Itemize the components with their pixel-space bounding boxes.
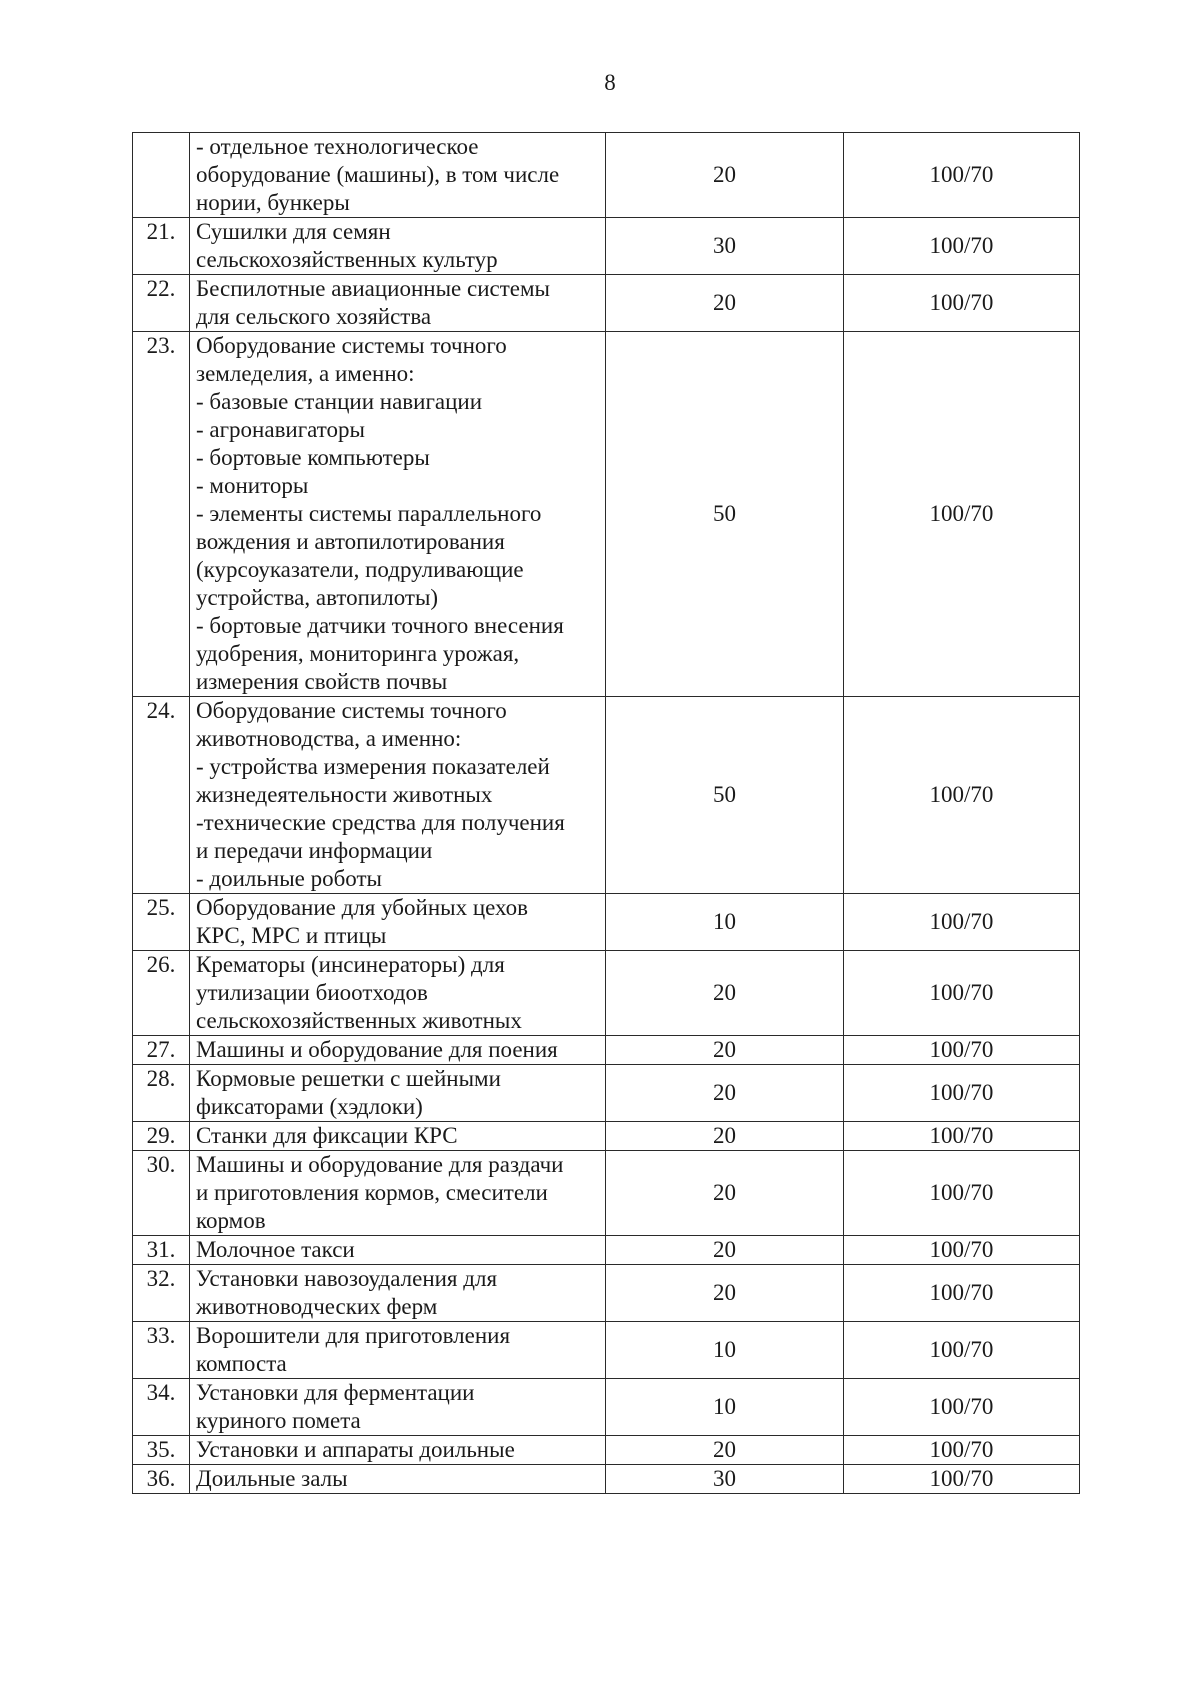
equipment-name-cell: Установки и аппараты доильные (190, 1436, 606, 1465)
ratio-cell: 100/70 (844, 1379, 1080, 1436)
ratio-cell: 100/70 (844, 951, 1080, 1036)
value-cell: 20 (606, 1036, 844, 1065)
table-body (133, 133, 1080, 1494)
equipment-name-cell: Установки для ферментации куриного помета (190, 1379, 606, 1436)
ratio-cell: 100/70 (844, 275, 1080, 332)
value-cell: 20 (606, 1265, 844, 1322)
table-row (133, 1265, 1080, 1322)
row-number-cell: 34. (133, 1379, 190, 1436)
table-row (133, 1036, 1080, 1065)
equipment-name-cell: Оборудование для убойных цехов КРС, МРС и птицы (190, 894, 606, 951)
table-row (133, 1151, 1080, 1236)
ratio-cell: 100/70 (844, 1265, 1080, 1322)
row-number-cell: 35. (133, 1436, 190, 1465)
table-row (133, 1465, 1080, 1494)
ratio-cell: 100/70 (844, 1465, 1080, 1494)
equipment-name-cell: Сушилки для семян сельскохозяйственных культур (190, 218, 606, 275)
row-number-cell: 36. (133, 1465, 190, 1494)
ratio-cell: 100/70 (844, 1436, 1080, 1465)
table-row (133, 133, 1080, 218)
ratio-cell: 100/70 (844, 1151, 1080, 1236)
row-number-cell: 26. (133, 951, 190, 1036)
row-number-cell: 25. (133, 894, 190, 951)
value-cell: 50 (606, 697, 844, 894)
equipment-name-cell: Кормовые решетки с шейными фиксаторами (хэдлоки) (190, 1065, 606, 1122)
table-row (133, 1322, 1080, 1379)
equipment-name-cell: Машины и оборудование для раздачи и приготовления кормов, смесители кормов (190, 1151, 606, 1236)
table-row (133, 1065, 1080, 1122)
value-cell: 10 (606, 1379, 844, 1436)
value-cell: 30 (606, 1465, 844, 1494)
equipment-name-cell: Доильные залы (190, 1465, 606, 1494)
table-row (133, 275, 1080, 332)
ratio-cell: 100/70 (844, 332, 1080, 697)
row-number-cell: 27. (133, 1036, 190, 1065)
row-number-cell: 33. (133, 1322, 190, 1379)
equipment-name-cell: - отдельное технологическое оборудование (машины), в том числе нории, бункеры (190, 133, 606, 218)
value-cell: 50 (606, 332, 844, 697)
value-cell: 30 (606, 218, 844, 275)
ratio-cell: 100/70 (844, 697, 1080, 894)
equipment-name-cell: Крематоры (инсинераторы) для утилизации биоотходов сельскохозяйственных животных (190, 951, 606, 1036)
table-row (133, 697, 1080, 894)
equipment-name-cell: Молочное такси (190, 1236, 606, 1265)
table-row (133, 1436, 1080, 1465)
equipment-name-cell: Ворошители для приготовления компоста (190, 1322, 606, 1379)
value-cell: 20 (606, 951, 844, 1036)
value-cell: 20 (606, 1151, 844, 1236)
row-number-cell: 21. (133, 218, 190, 275)
value-cell: 20 (606, 1065, 844, 1122)
ratio-cell: 100/70 (844, 894, 1080, 951)
equipment-table (132, 132, 1080, 1494)
ratio-cell: 100/70 (844, 1122, 1080, 1151)
ratio-cell: 100/70 (844, 1236, 1080, 1265)
value-cell: 10 (606, 1322, 844, 1379)
value-cell: 10 (606, 894, 844, 951)
equipment-name-cell: Оборудование системы точного земледелия, а именно: - базовые станции навигации - агронавигаторы - бортовые компьютеры - мониторы - элементы системы параллельного вождения и автопилотирования (курсоуказатели, подруливающие устройства, автопилоты) - бортовые датчики точного внесения удобрения, мониторинга урожая, измерения свойств почвы (190, 332, 606, 697)
row-number-cell: 23. (133, 332, 190, 697)
row-number-cell: 22. (133, 275, 190, 332)
ratio-cell: 100/70 (844, 133, 1080, 218)
ratio-cell: 100/70 (844, 1065, 1080, 1122)
value-cell: 20 (606, 133, 844, 218)
ratio-cell: 100/70 (844, 1036, 1080, 1065)
row-number-cell (133, 133, 190, 218)
table-row (133, 1379, 1080, 1436)
row-number-cell: 24. (133, 697, 190, 894)
ratio-cell: 100/70 (844, 218, 1080, 275)
value-cell: 20 (606, 1236, 844, 1265)
ratio-cell: 100/70 (844, 1322, 1080, 1379)
equipment-name-cell: Машины и оборудование для поения (190, 1036, 606, 1065)
row-number-cell: 32. (133, 1265, 190, 1322)
equipment-name-cell: Установки навозоудаления для животноводческих ферм (190, 1265, 606, 1322)
equipment-name-cell: Оборудование системы точного животноводства, а именно: - устройства измерения показателей жизнедеятельности животных -технические средства для получения и передачи информации - доильные роботы (190, 697, 606, 894)
row-number-cell: 30. (133, 1151, 190, 1236)
table-row (133, 1236, 1080, 1265)
equipment-name-cell: Станки для фиксации КРС (190, 1122, 606, 1151)
table-row (133, 894, 1080, 951)
table-row (133, 332, 1080, 697)
row-number-cell: 28. (133, 1065, 190, 1122)
value-cell: 20 (606, 1436, 844, 1465)
table-row (133, 1122, 1080, 1151)
row-number-cell: 29. (133, 1122, 190, 1151)
table-row (133, 218, 1080, 275)
table-row (133, 951, 1080, 1036)
equipment-name-cell: Беспилотные авиационные системы для сельского хозяйства (190, 275, 606, 332)
value-cell: 20 (606, 1122, 844, 1151)
page-number: 8 (604, 70, 616, 95)
value-cell: 20 (606, 275, 844, 332)
row-number-cell: 31. (133, 1236, 190, 1265)
